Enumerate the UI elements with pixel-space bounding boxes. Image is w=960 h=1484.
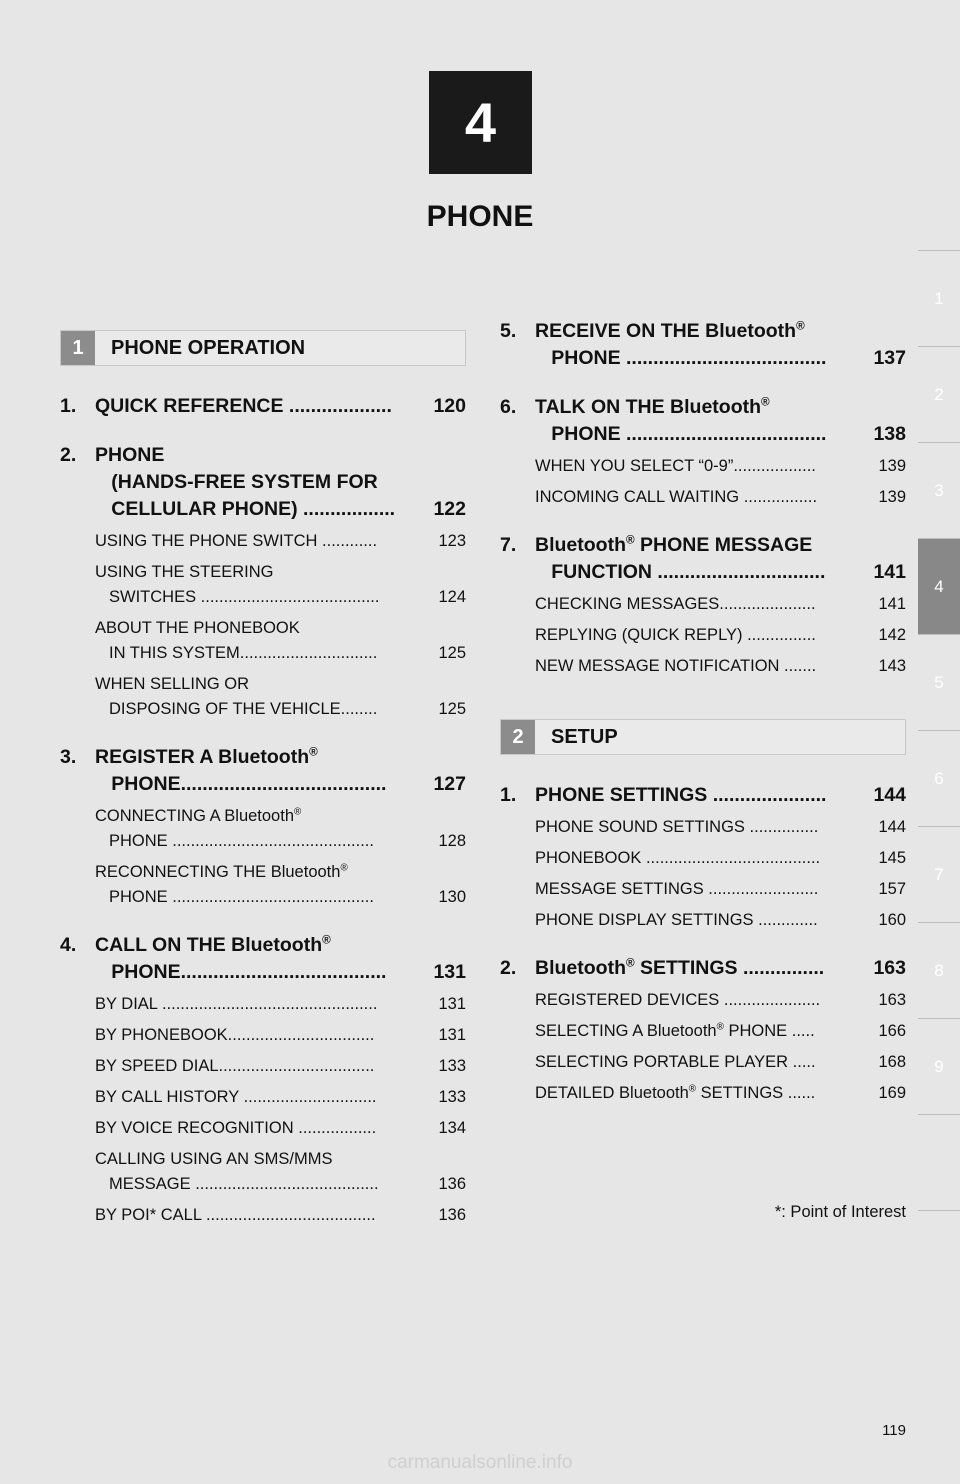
- toc-sub-selling-vehicle[interactable]: WHEN SELLING OR DISPOSING OF THE VEHICLE........ 125: [95, 675, 466, 718]
- toc-sub-by-speed-dial[interactable]: BY SPEED DIAL.................................. 133: [95, 1057, 466, 1075]
- section-label: SETUP: [551, 725, 618, 748]
- toc-sub-by-call-history[interactable]: BY CALL HISTORY ............................. 133: [95, 1088, 466, 1106]
- side-tab-7[interactable]: 7: [918, 826, 960, 922]
- toc-sub-quick-reply[interactable]: REPLYING (QUICK REPLY) ............... 142: [535, 626, 906, 644]
- toc-sub-by-phonebook[interactable]: BY PHONEBOOK................................ 131: [95, 1026, 466, 1044]
- toc-sub-reconnecting-bluetooth[interactable]: RECONNECTING THE Bluetooth® PHONE ............................................ 130: [95, 862, 466, 906]
- toc-sub-select-0-9[interactable]: WHEN YOU SELECT “0-9”.................. 139: [535, 457, 906, 475]
- toc-sub-new-message-notification[interactable]: NEW MESSAGE NOTIFICATION ....... 143: [535, 657, 906, 675]
- watermark: carmanualsonline.info: [387, 1452, 573, 1473]
- toc-sub-call-waiting[interactable]: INCOMING CALL WAITING ................ 139: [535, 488, 906, 506]
- toc-sub-connecting-bluetooth[interactable]: CONNECTING A Bluetooth® PHONE ............................................ 128: [95, 806, 466, 850]
- toc-entry-message-function[interactable]: 7. Bluetooth® PHONE MESSAGE FUNCTION ............................... 141: [500, 533, 906, 583]
- toc-sub-checking-messages[interactable]: CHECKING MESSAGES..................... 141: [535, 595, 906, 613]
- section-label: PHONE OPERATION: [111, 336, 306, 359]
- side-tab-8[interactable]: 8: [918, 922, 960, 1018]
- chapter-side-tabs: [918, 250, 960, 1211]
- toc-sub-detailed-bluetooth-settings[interactable]: DETAILED Bluetooth® SETTINGS ...... 169: [535, 1083, 906, 1102]
- section-header-phone-operation: [60, 330, 466, 366]
- toc-sub-selecting-bluetooth-phone[interactable]: SELECTING A Bluetooth® PHONE ..... 166: [535, 1021, 906, 1040]
- toc-sub-steering-switches[interactable]: USING THE STEERING SWITCHES ....................................... 124: [95, 563, 466, 606]
- page-number: 119: [882, 1422, 906, 1439]
- side-tab-1[interactable]: 1: [918, 250, 960, 346]
- toc-sub-about-phonebook[interactable]: ABOUT THE PHONEBOOK IN THIS SYSTEM.............................. 125: [95, 619, 466, 662]
- side-tab-5[interactable]: 5: [918, 634, 960, 730]
- footnote: *: Point of Interest: [774, 1203, 906, 1221]
- toc-right-column: [500, 318, 906, 1106]
- side-tab-2[interactable]: 2: [918, 346, 960, 442]
- chapter-title: PHONE: [426, 200, 534, 233]
- toc-sub-by-dial[interactable]: BY DIAL ............................................... 131: [95, 995, 466, 1013]
- toc-entry-receive-bluetooth[interactable]: 5. RECEIVE ON THE Bluetooth® PHONE ..................................... 137: [500, 319, 906, 369]
- side-tab-3[interactable]: 3: [918, 442, 960, 538]
- side-tab-blank: [918, 1114, 960, 1211]
- toc-sub-phonebook[interactable]: PHONEBOOK ...................................... 145: [535, 849, 906, 867]
- toc-sub-sms-mms[interactable]: CALLING USING AN SMS/MMS MESSAGE ........................................ 136: [95, 1150, 466, 1193]
- side-tab-9[interactable]: 9: [918, 1018, 960, 1114]
- toc-entry-talk-bluetooth[interactable]: 6. TALK ON THE Bluetooth® PHONE ..................................... 138: [500, 395, 906, 445]
- toc-left-column: [60, 330, 466, 1228]
- side-tab-6[interactable]: 6: [918, 730, 960, 826]
- toc-sub-by-voice-recognition[interactable]: BY VOICE RECOGNITION ................. 134: [95, 1119, 466, 1137]
- toc-entry-register-bluetooth[interactable]: 3. REGISTER A Bluetooth® PHONE...................................... 127: [60, 745, 466, 795]
- toc-sub-phone-sound-settings[interactable]: PHONE SOUND SETTINGS ............... 144: [535, 818, 906, 836]
- toc-sub-selecting-portable-player[interactable]: SELECTING PORTABLE PLAYER ..... 168: [535, 1053, 906, 1071]
- section-header-setup: [500, 719, 906, 755]
- toc-sub-using-phone-switch[interactable]: USING THE PHONE SWITCH ............ 123: [95, 532, 466, 550]
- toc-sub-registered-devices[interactable]: REGISTERED DEVICES ..................... 163: [535, 991, 906, 1009]
- toc-sub-phone-display-settings[interactable]: PHONE DISPLAY SETTINGS ............. 160: [535, 911, 906, 929]
- toc-sub-message-settings[interactable]: MESSAGE SETTINGS ........................ 157: [535, 880, 906, 898]
- chapter-number-box: 4: [429, 71, 532, 174]
- toc-entry-call-bluetooth[interactable]: 4. CALL ON THE Bluetooth® PHONE...................................... 131: [60, 933, 466, 983]
- toc-entry-bluetooth-settings[interactable]: 2. Bluetooth® SETTINGS ............... 163: [500, 956, 906, 979]
- section-number-badge: 1: [61, 331, 95, 365]
- section-number-badge: 2: [501, 720, 535, 754]
- toc-sub-by-poi-call[interactable]: BY POI* CALL ..................................... 136: [95, 1206, 466, 1224]
- toc-entry-phone-settings[interactable]: 1. PHONE SETTINGS ..................... 144: [500, 784, 906, 806]
- toc-entry-phone-hands-free[interactable]: 2. PHONE (HANDS-FREE SYSTEM FOR CELLULAR PHONE) ................. 122: [60, 444, 466, 520]
- toc-entry-quick-reference[interactable]: 1. QUICK REFERENCE ................... 120: [60, 395, 466, 417]
- side-tab-4[interactable]: 4: [918, 538, 960, 634]
